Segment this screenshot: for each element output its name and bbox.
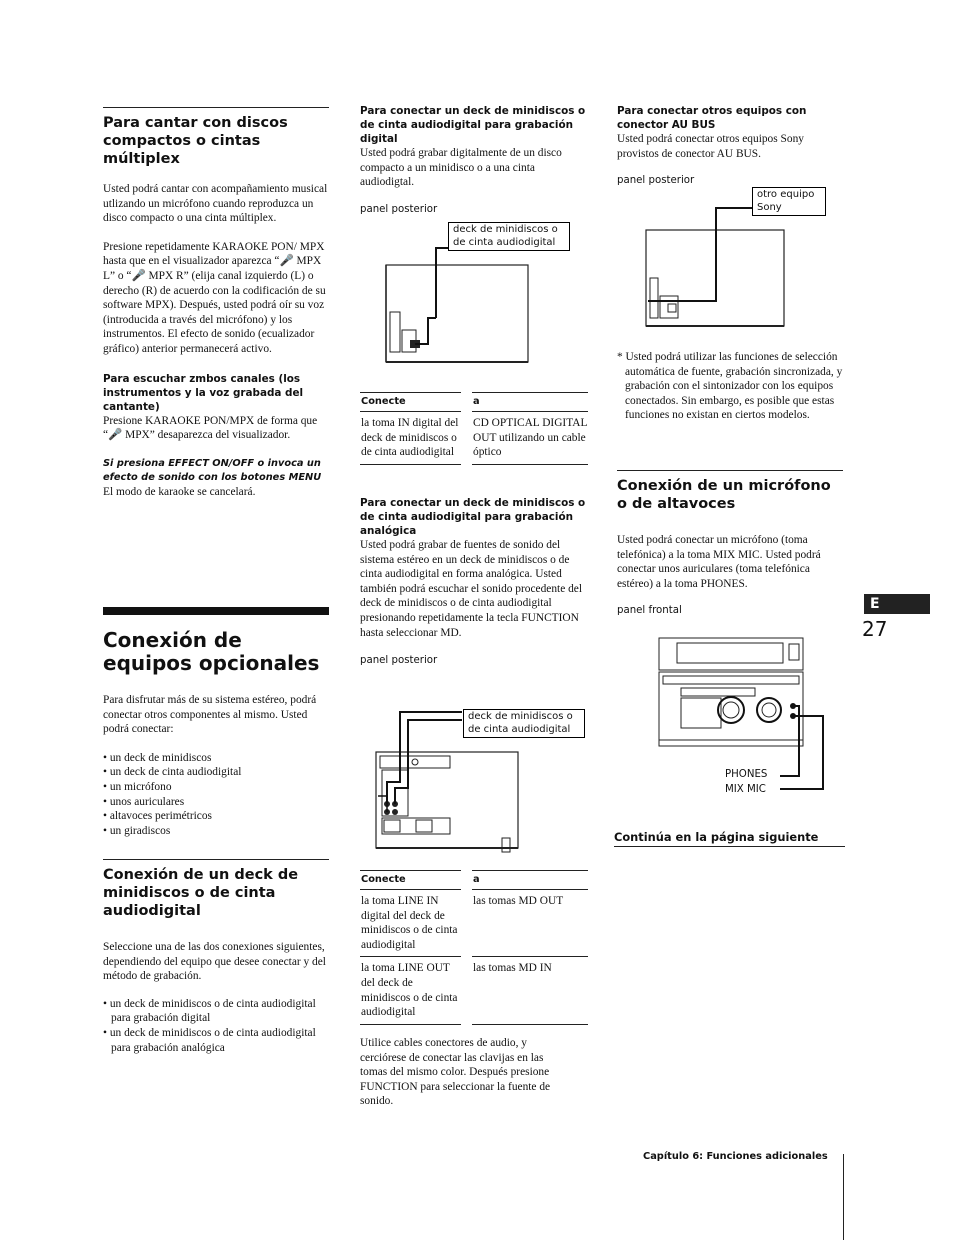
- side-tab-letter: [864, 594, 930, 614]
- rear-panel-label: panel posterior: [360, 655, 438, 667]
- both-channels-text: Presione KARAOKE PON/MPX de forma que “🎤 MPX” desaparezca del visualizador.: [103, 414, 318, 442]
- table-cell: CD OPTICAL DIGITAL OUT utilizando un cable óptico: [472, 412, 588, 465]
- section-rule: [103, 859, 329, 860]
- effect-heading: Si presiona EFFECT ON/OFF o invoca un efecto de sonido con los botones MENU: [103, 457, 322, 483]
- md-section-title: Conexión de un deck de minidiscos o de cinta audiodigital: [103, 867, 299, 919]
- md-list: [103, 997, 329, 1055]
- list-item: • un deck de minidiscos o de cinta audiodigital para grabación digital: [103, 997, 316, 1025]
- right-column-top: [617, 104, 845, 187]
- analog-heading: Para conectar un deck de minidiscos o de cinta audiodigital para grabación analógica: [360, 497, 586, 537]
- section-intro: Para disfrutar más de su sistema estéreo, podrá conectar otros componentes al mismo. Usted podrá conectar:: [103, 694, 317, 736]
- mic-section: [617, 470, 843, 617]
- middle-column-top: [360, 104, 588, 216]
- table-header-cell: Conecte: [360, 871, 461, 890]
- note-text: * Usted podrá utilizar las funciones de selección automática de fuente, grabación sincronizada, y grabación con el sintonizador con los equipos conectados. Sin embargo, es posible que estas funciones no existan en ciertos modelos.: [617, 351, 843, 422]
- both-channels-heading: Para escuchar zmbos canales (los instrumentos y la voz grabada del cantante): [103, 372, 304, 413]
- table-cell: la toma LINE OUT del deck de minidiscos o de cinta audiodigital: [360, 957, 461, 1024]
- page-number: 27: [862, 617, 888, 641]
- digital-text: Usted podrá grabar digitalmente de un disco compacto a un minidisco o a una cinta audiodigtal.: [360, 147, 562, 189]
- table-cell: la toma LINE IN digital del deck de minidiscos o de cinta audiodigital: [360, 890, 461, 957]
- mic-text: Usted podrá conectar un micrófono (toma telefónica) a la toma MIX MIC. Usted podrá conectar unos auriculares (toma telefónica estéreo) a la toma PHONES.: [617, 534, 821, 590]
- callout-md-deck-1: deck de minidiscos o de cinta audiodigital: [448, 222, 570, 251]
- list-item: • un micrófono: [103, 780, 172, 793]
- section-letter: E: [870, 596, 880, 612]
- section-thick-rule: [103, 607, 329, 615]
- continue-block: [614, 830, 845, 847]
- left-column: [103, 107, 329, 499]
- front-panel-label: panel frontal: [617, 605, 682, 617]
- list-item: • un deck de minidiscos o de cinta audiodigital para grabación analógica: [103, 1026, 316, 1054]
- list-item: • un deck de minidiscos: [103, 751, 212, 764]
- closing-text: Utilice cables conectores de audio, y cerciórese de conectar las clavijas en las tomas del mismo color. Después presione FUNCTION para seleccionar la fuente de sonido.: [360, 1037, 551, 1108]
- list-item: • un deck de cinta audiodigital: [103, 766, 242, 779]
- mic-section-title: Conexión de un micrófono o de altavoces: [617, 478, 831, 512]
- connect-list: [103, 751, 329, 839]
- phones-label: PHONES: [725, 769, 768, 780]
- table-cell: la toma IN digital del deck de minidiscos o de cinta audiodigital: [360, 412, 461, 465]
- rear-panel-label: panel posterior: [360, 203, 438, 215]
- table-cell: las tomas MD OUT: [472, 890, 588, 957]
- callout-other-sony: otro equipo Sony: [752, 187, 826, 216]
- table-header-row: [360, 393, 588, 412]
- middle-column-analog: [360, 496, 588, 667]
- digital-heading: Para conectar un deck de minidiscos o de cinta audiodigital para grabación digital: [360, 105, 586, 145]
- analog-connection-table: [360, 870, 588, 1025]
- section-rule: [617, 470, 843, 471]
- table-header-row: [360, 871, 588, 890]
- continue-text: Continúa en la página siguiente: [614, 830, 845, 847]
- effect-text: El modo de karaoke se cancelará.: [103, 485, 256, 498]
- rear-panel-label: panel posterior: [617, 175, 695, 187]
- mix-mic-label: MIX MIC: [725, 784, 766, 795]
- footer-vertical-rule: [843, 1154, 844, 1240]
- analog-text: Usted podrá grabar de fuentes de sonido del sistema estéreo en un deck de minidiscos o de cinta audiodigital en forma analógica. Usted también podrá escuchar el sonido procedente del deck de minidiscos o de cinta audiodigital presionando repetidamente la tecla FUNCTION hasta seleccionar MD.: [360, 539, 583, 639]
- aubus-connection-diagram: [640, 200, 790, 335]
- list-item: • altavoces perimétricos: [103, 810, 212, 823]
- table-row: [360, 890, 588, 957]
- md-section: [103, 859, 329, 1055]
- table-header-cell: Conecte: [360, 393, 461, 412]
- section-title: Conexión de equipos opcionales: [103, 628, 320, 675]
- table-header-cell: a: [472, 393, 588, 412]
- list-item: • unos auriculares: [103, 795, 185, 808]
- table-header-cell: a: [472, 871, 588, 890]
- optional-equipment-section: [103, 607, 329, 838]
- table-row: [360, 412, 588, 465]
- section-rule: [103, 107, 329, 108]
- digital-connection-table: [360, 392, 588, 465]
- callout-md-deck-2: deck de minidiscos o de cinta audiodigital: [463, 709, 585, 738]
- md-intro: Seleccione una de las dos conexiones siguientes, dependiendo del equipo que desee conectar y del método de grabación.: [103, 941, 326, 983]
- table-row: [360, 957, 588, 1024]
- aubus-text: Usted podrá conectar otros equipos Sony provistos de conector AU BUS.: [617, 133, 804, 160]
- karaoke-paragraph-1: Usted podrá cantar con acompañamiento musical utlizando un micrófono cuando reproduzca un disco compacto o una cinta múltiplex.: [103, 183, 328, 225]
- table-cell: las tomas MD IN: [472, 957, 588, 1024]
- list-item: • un giradiscos: [103, 824, 171, 837]
- footer-chapter: Capítulo 6: Funciones adicionales: [643, 1151, 828, 1162]
- aubus-heading: Para conectar otros equipos con conector AU BUS: [617, 105, 807, 131]
- karaoke-title: Para cantar con discos compactos o cintas múltiplex: [103, 115, 288, 167]
- karaoke-paragraph-2: Presione repetidamente KARAOKE PON/ MPX hasta que en el visualizador aparezca “🎤 MPX L” o “🎤 MPX R” (elija canal izquierdo (L) o derecho (R) de acuerdo con la codificación de su software MPX). Después, usted podrá oír su voz (introducida a través del micrófono) y los instrumentos. El efecto de sonido (ecualizador gráfico) anterior permanecerá activo.: [103, 240, 326, 355]
